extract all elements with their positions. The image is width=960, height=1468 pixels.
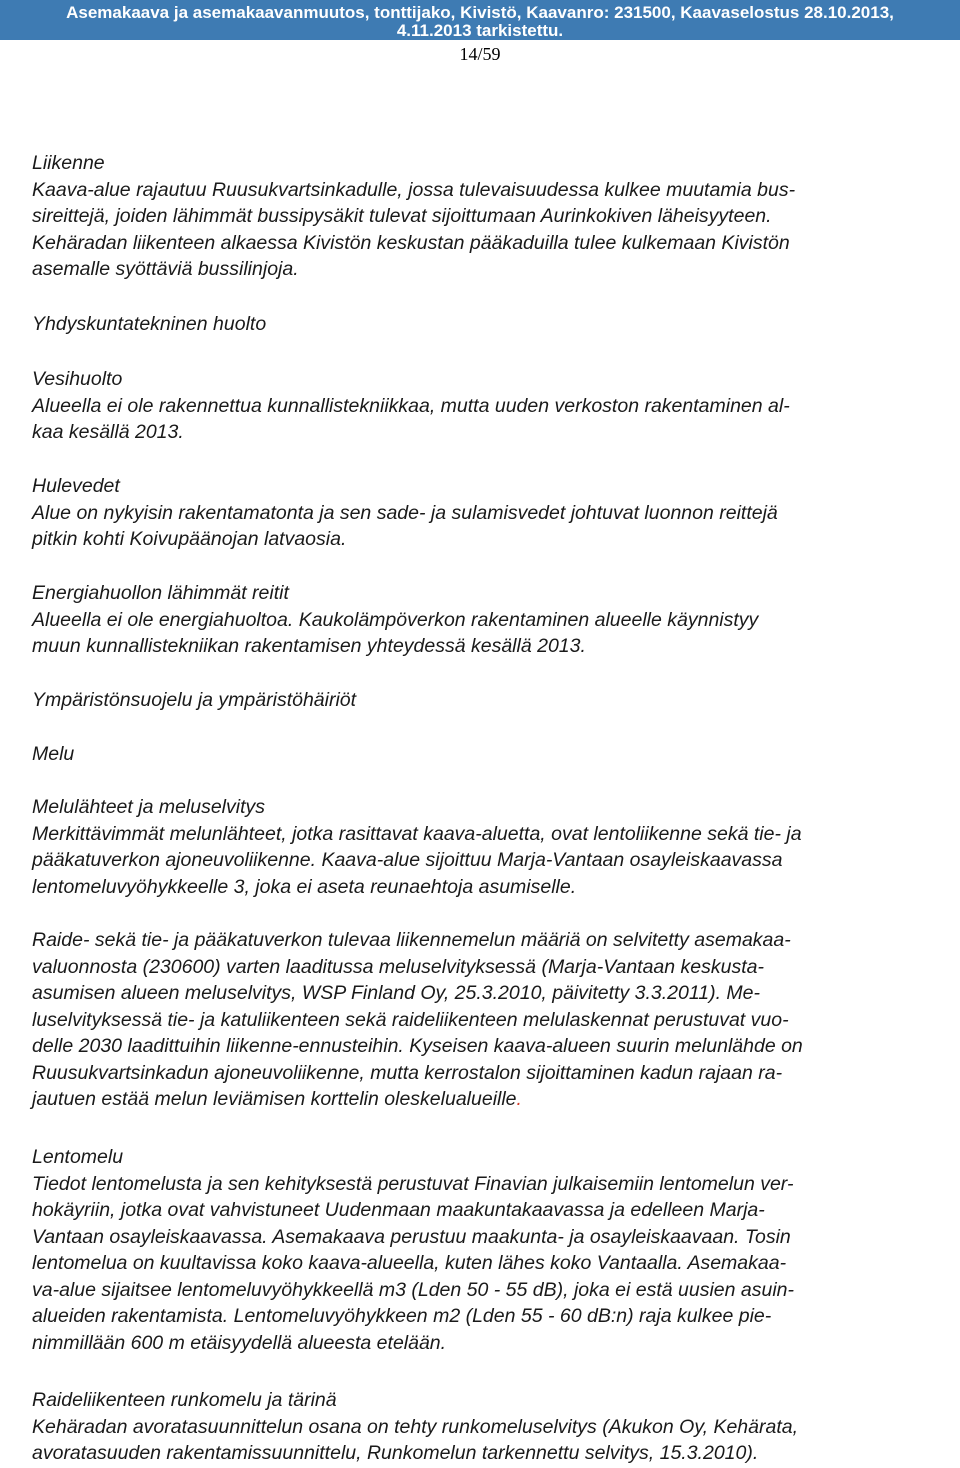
section-huolto bbox=[32, 311, 928, 338]
heading-runkomelu: Raideliikenteen runkomelu ja tärinä bbox=[32, 1389, 337, 1411]
text-line: luselvityksessä tie- ja katuliikenteen sekä raideliikenteen melulaskennat perustuvat vuo- bbox=[32, 1008, 789, 1031]
text-line: Tiedot lentomelusta ja sen kehityksestä perustuvat Finavian julkaisemiin lentomelun ver- bbox=[32, 1172, 794, 1195]
text-line: muun kunnallistekniikan rakentamisen yhteydessä kesällä 2013. bbox=[32, 635, 586, 657]
text-line: Merkittävimmät melunlähteet, jotka rasittavat kaava-aluetta, ovat lentoliikenne sekä tie- ja bbox=[32, 822, 802, 845]
heading-lentomelu: Lentomelu bbox=[32, 1146, 124, 1168]
header-title-line1: Asemakaava ja asemakaavanmuutos, tonttijako, Kivistö, Kaavanro: 231500, Kaavaselostus 28.10.2013, bbox=[66, 3, 894, 22]
text-line: delle 2030 laadittuihin liikenne-ennusteihin. Kyseisen kaava-alueen suurin melunlähde on bbox=[32, 1035, 803, 1057]
heading-huolto: Yhdyskuntatekninen huolto bbox=[32, 313, 267, 335]
text-line: Raide- sekä tie- ja pääkatuverkon tulevaa liikennemelun määriä on selvitetty asemakaa- bbox=[32, 929, 791, 951]
text-line: alueiden rakentamista. Lentomeluvyöhykkeen m2 (Lden 55 - 60 dB:n) raja kulkee pie- bbox=[32, 1305, 772, 1327]
text-line: Kehäradan liikenteen alkaessa Kivistön keskustan pääkaduilla tulee kulkemaan Kivistön bbox=[32, 231, 790, 254]
header-title-line2: 4.11.2013 tarkistettu. bbox=[396, 21, 564, 40]
text-line: lentomeluvyöhykkeelle 3, joka ei aseta reunaehtoja asumiselle. bbox=[32, 875, 577, 898]
heading-energia: Energiahuollon lähimmät reitit bbox=[32, 582, 289, 604]
text-line: valuonnosta (230600) varten laaditussa meluselvityksessä (Marja-Vantaan keskusta- bbox=[32, 955, 764, 978]
text-line: kaa kesällä 2013. bbox=[32, 421, 184, 443]
page-number: 14/59 bbox=[459, 44, 501, 64]
text-line: asumisen alueen meluselvitys, WSP Finland Oy, 25.3.2010, päivitetty 3.3.2011). Me- bbox=[32, 982, 760, 1004]
text-fragment: jautuen estää melun leviämisen korttelin oleskelualueille bbox=[32, 1088, 517, 1110]
text-line: Kaava-alue rajautuu Ruusukvartsinkadulle, jossa tulevaisuudessa kulkee muutamia bus- bbox=[32, 178, 796, 201]
heading-melulahteet: Melulähteet ja meluselvitys bbox=[32, 796, 266, 818]
red-period: . bbox=[516, 1088, 522, 1110]
text-line: nimmillään 600 m etäisyydellä alueesta etelään. bbox=[32, 1331, 447, 1354]
document-header bbox=[0, 0, 960, 70]
section-raide bbox=[32, 927, 928, 1113]
section-energia bbox=[32, 580, 928, 660]
text-line: Kehäradan avoratasuunnittelun osana on tehty runkomeluselvitys (Akukon Oy, Kehärata, bbox=[32, 1415, 799, 1438]
section-ymparisto bbox=[32, 687, 928, 714]
text-line: Alueella ei ole rakennettua kunnallistekniikkaa, mutta uuden verkoston rakentaminen al- bbox=[32, 394, 790, 417]
section-lentomelu bbox=[32, 1144, 928, 1356]
text-line: hokäyriin, jotka ovat vahvistuneet Uudenmaan maakuntakaavassa ja edelleen Marja- bbox=[32, 1199, 765, 1221]
heading-melu: Melu bbox=[32, 743, 75, 765]
section-hulevedet bbox=[32, 473, 928, 553]
heading-vesihuolto: Vesihuolto bbox=[32, 368, 123, 390]
text-line: Alue on nykyisin rakentamatonta ja sen sade- ja sulamisvedet johtuvat luonnon reittejä bbox=[32, 501, 778, 524]
heading-ymparisto: Ympäristönsuojelu ja ympäristöhäiriöt bbox=[32, 689, 357, 711]
text-line: Ruusukvartsinkadun ajoneuvoliikenne, mutta kerrostalon sijoittaminen kadun rajaan ra- bbox=[32, 1061, 783, 1084]
section-liikenne bbox=[32, 150, 928, 283]
text-line: Vantaan osayleiskaavassa. Asemakaava perustuu maakunta- ja osayleiskaavaan. Tosin bbox=[32, 1225, 791, 1248]
text-line: avoratasuuden rakentamissuunnittelu, Runkomelun tarkennettu selvitys, 15.3.2010). bbox=[32, 1442, 759, 1464]
section-melu bbox=[32, 741, 928, 768]
text-line: va-alue sijaitsee lentomeluvyöhykkeellä m3 (Lden 50 - 55 dB), joka ei estä uusien asuin- bbox=[32, 1278, 795, 1301]
heading-liikenne: Liikenne bbox=[32, 152, 105, 174]
text-line bbox=[32, 1086, 928, 1113]
section-runkomelu bbox=[32, 1387, 928, 1467]
text-line: pääkatuverkon ajoneuvoliikenne. Kaava-alue sijoittuu Marja-Vantaan osayleiskaavassa bbox=[32, 849, 783, 871]
section-vesihuolto bbox=[32, 366, 928, 446]
text-line: pitkin kohti Koivupäänojan latvaosia. bbox=[32, 528, 347, 550]
text-line: Alueella ei ole energiahuoltoa. Kaukolämpöverkon rakentaminen alueelle käynnistyy bbox=[32, 608, 759, 631]
heading-hulevedet: Hulevedet bbox=[32, 475, 120, 497]
text-line: sireittejä, joiden lähimmät bussipysäkit tulevat sijoittumaan Aurinkokiven läheisyyteen. bbox=[32, 205, 772, 227]
text-line: lentomelua on kuultavissa koko kaava-alueella, kuten lähes koko Vantaalla. Asemakaa- bbox=[32, 1252, 787, 1274]
text-line: asemalle syöttäviä bussilinjoja. bbox=[32, 258, 299, 280]
section-melulahteet bbox=[32, 794, 928, 900]
